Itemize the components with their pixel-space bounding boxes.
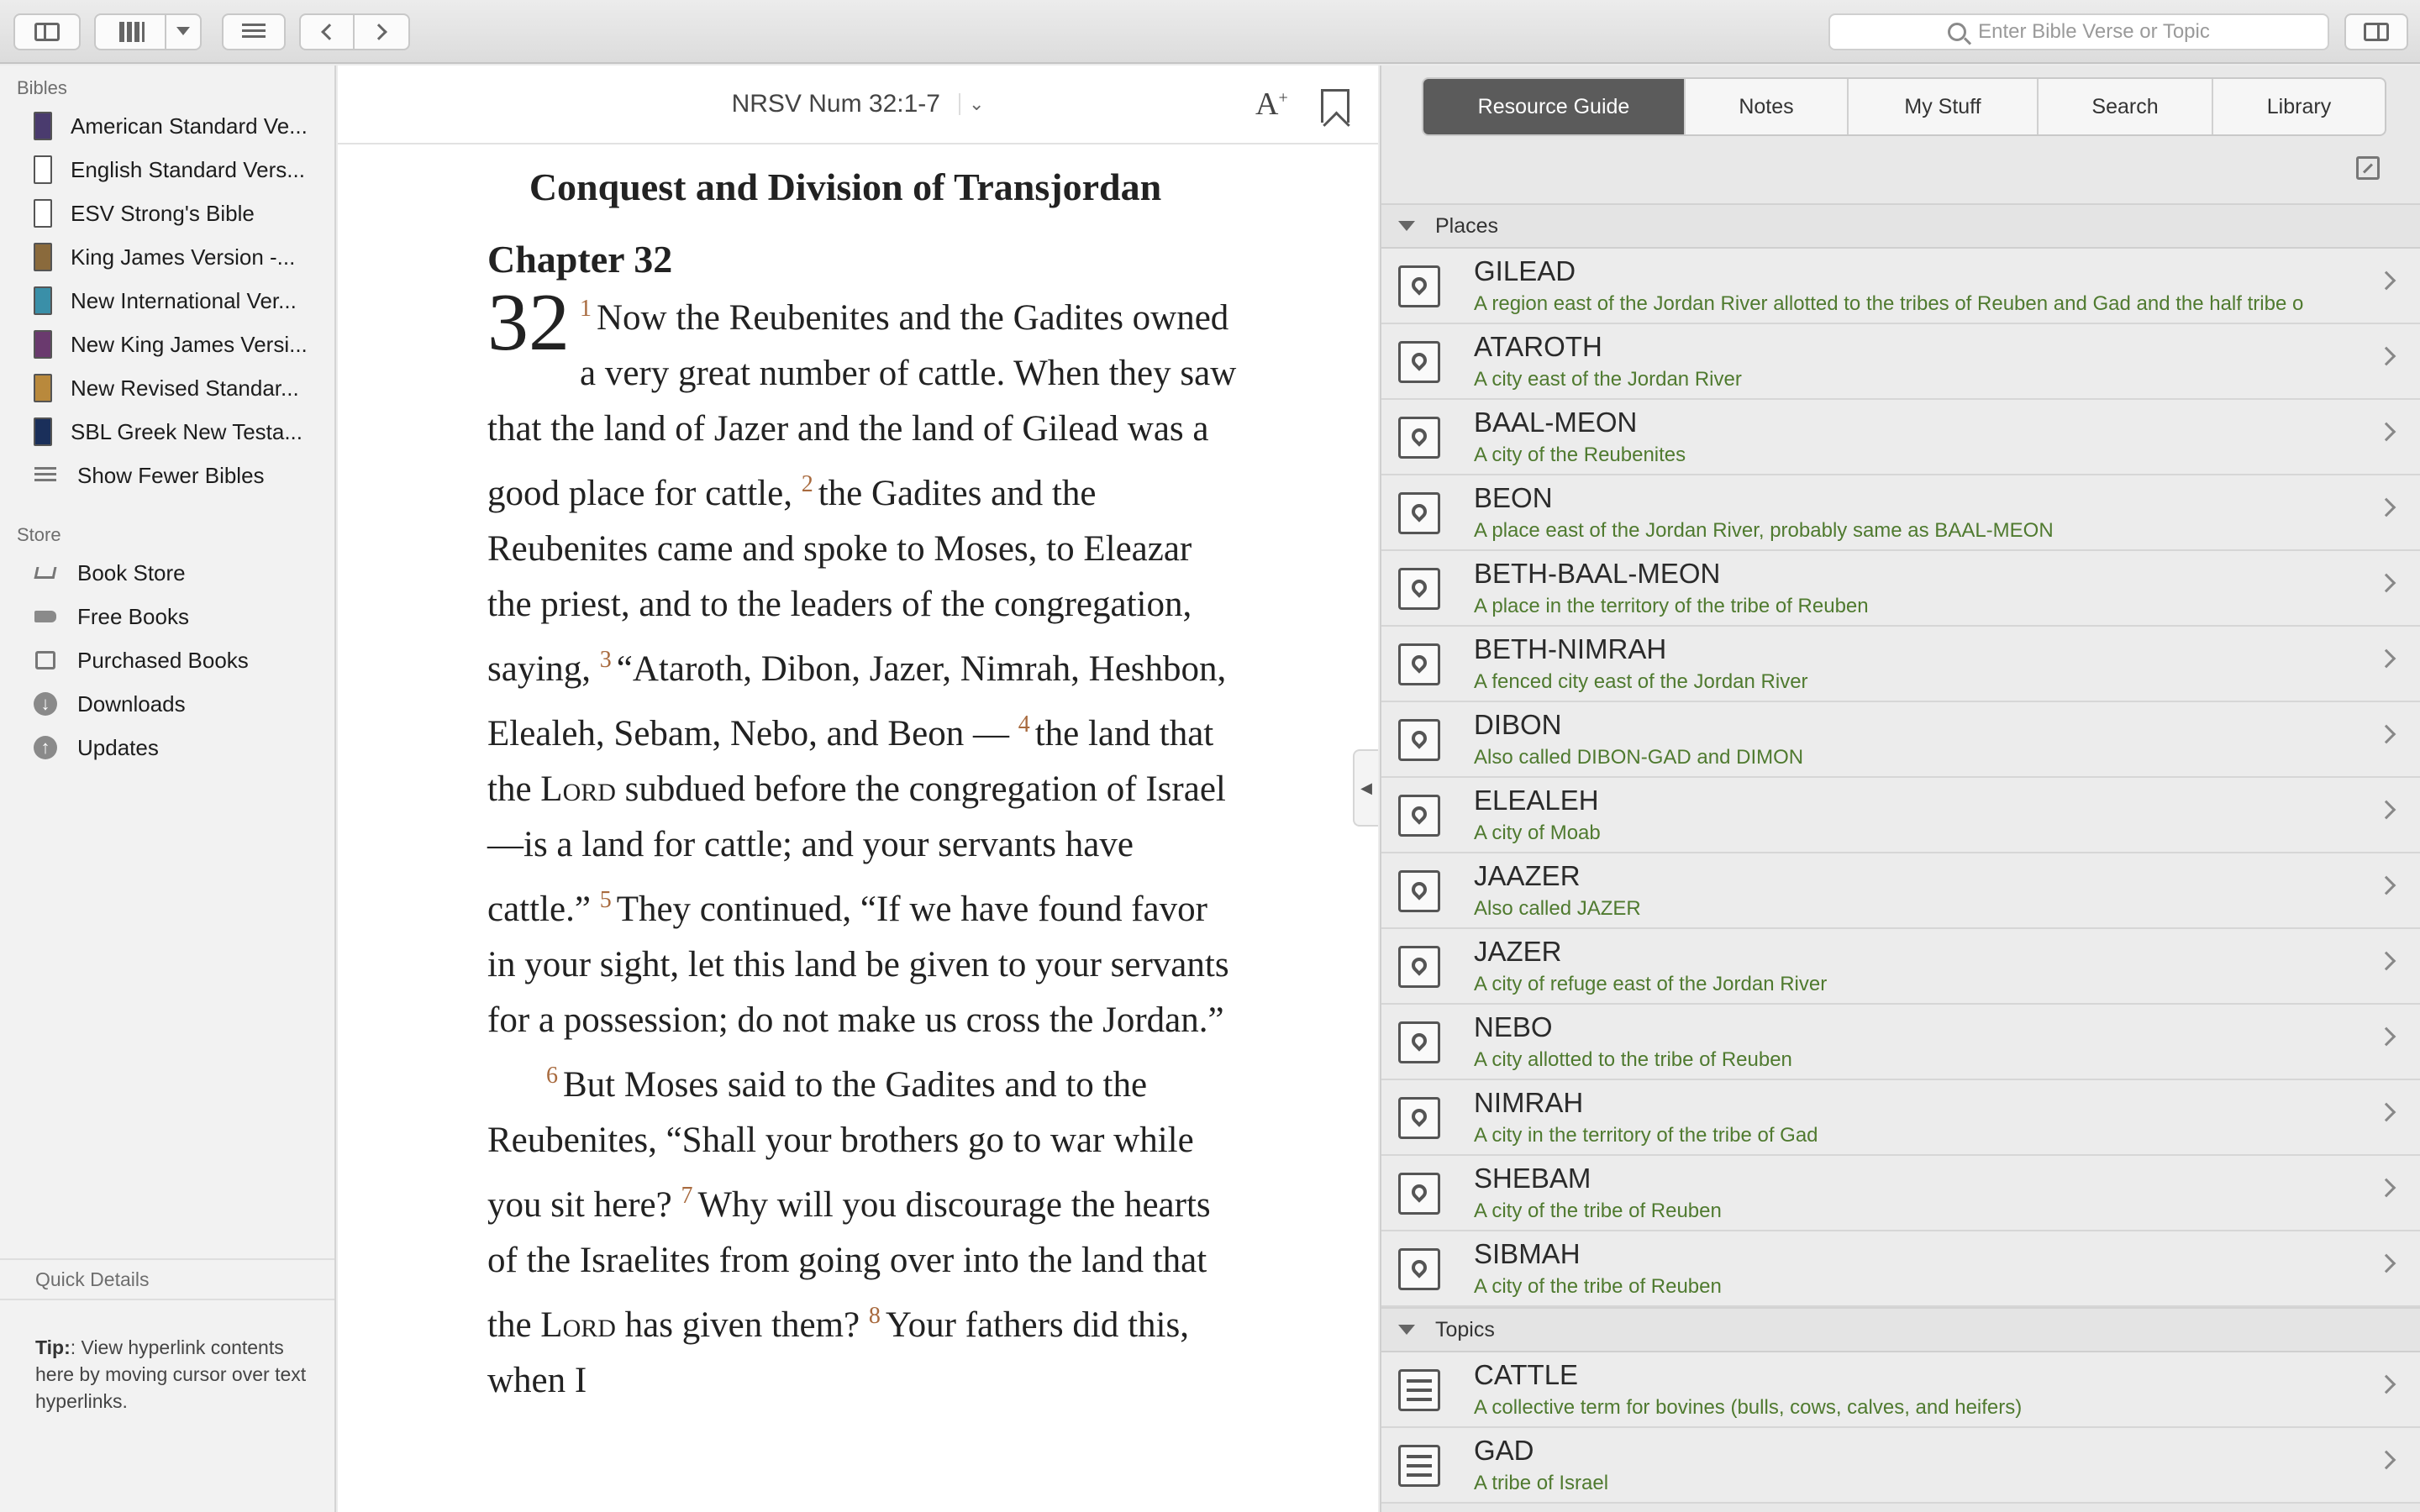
pin-glyph xyxy=(1408,727,1429,748)
map-pin-icon xyxy=(1398,417,1440,459)
resource-description: Also called JAZER xyxy=(1474,897,1641,920)
resource-row[interactable] xyxy=(1381,475,2420,551)
resource-row[interactable] xyxy=(1381,702,2420,778)
resource-row[interactable] xyxy=(1381,1231,2420,1307)
sidebar-item-label: New Revised Standar... xyxy=(71,375,299,401)
resource-description: A city of the tribe of Reuben xyxy=(1474,1200,1722,1222)
chevron-right-icon xyxy=(2377,1179,2396,1198)
list-glyph xyxy=(1407,1455,1432,1477)
pin-glyph xyxy=(1408,425,1429,446)
store-heading: Store xyxy=(17,524,61,545)
triangle-left-icon: ◀ xyxy=(1360,779,1372,796)
verse-text: the Gadites and the Reubenites came and spoke to Moses, to Eleazar the priest, and to the leaders of the congregation, saying, xyxy=(487,474,1192,689)
chevron-right-icon xyxy=(2377,1254,2396,1273)
pin-glyph xyxy=(1408,1030,1429,1051)
quick-details-heading: Quick Details xyxy=(0,1258,334,1300)
pin-glyph xyxy=(1408,1257,1429,1278)
divine-name: Lord xyxy=(540,769,616,809)
verse-number[interactable]: 6 xyxy=(546,1063,558,1089)
reader-pane xyxy=(338,66,1378,1512)
resource-title: GILEAD xyxy=(1474,255,1576,286)
passage-title: Conquest and Division of Transjordan xyxy=(529,165,1162,208)
chevron-down-icon[interactable]: ⌄ xyxy=(959,93,984,115)
chevron-down-icon[interactable] xyxy=(176,27,190,35)
chevron-right-icon xyxy=(2377,271,2396,291)
search-placeholder: Enter Bible Verse or Topic xyxy=(1978,20,2210,43)
tip-label: Tip: xyxy=(35,1336,71,1358)
store-list xyxy=(0,551,334,769)
sidebar-toggle-button[interactable] xyxy=(13,13,81,50)
resource-title: BEON xyxy=(1474,482,1553,513)
map-pin-icon xyxy=(1398,870,1440,912)
verse-text: They continued, “If we have found favor in your sight, let this land be given to your servants for a possession; do not make us cross the Jordan.” xyxy=(487,890,1229,1040)
sidebar-store-item[interactable] xyxy=(0,595,334,638)
verse-number[interactable]: 4 xyxy=(1018,711,1030,738)
resource-row[interactable] xyxy=(1381,1080,2420,1156)
chevron-right-icon xyxy=(2377,1451,2396,1470)
pin-glyph xyxy=(1408,1181,1429,1202)
map-pin-icon xyxy=(1398,1097,1440,1139)
verse-number[interactable]: 8 xyxy=(868,1303,881,1329)
sidebar-store-item[interactable] xyxy=(0,726,334,769)
sidebar-item-label: Book Store xyxy=(77,559,186,585)
verse-number[interactable]: 3 xyxy=(599,647,612,673)
sidebar xyxy=(0,66,336,1512)
passage xyxy=(487,165,1244,1409)
map-pin-icon xyxy=(1398,1248,1440,1290)
resource-row[interactable] xyxy=(1381,929,2420,1005)
sidebar-bible-item[interactable] xyxy=(0,279,334,323)
resource-title: GAD xyxy=(1474,1435,1534,1466)
bibles-heading: Bibles xyxy=(17,77,67,98)
list-icon xyxy=(34,464,57,487)
resource-description: A city of Moab xyxy=(1474,822,1601,844)
tab-library[interactable]: Library xyxy=(2212,79,2385,134)
resource-row[interactable] xyxy=(1381,853,2420,929)
passage-text xyxy=(487,277,1244,1409)
sidebar-store-item[interactable] xyxy=(0,551,334,595)
sidebar-bible-item[interactable] xyxy=(0,235,334,279)
sidebar-bible-item[interactable] xyxy=(0,366,334,410)
sidebar-item-label: Free Books xyxy=(77,603,189,629)
map-pin-icon xyxy=(1398,1021,1440,1063)
resource-title: NEBO xyxy=(1474,1011,1553,1042)
book-cover-icon xyxy=(34,155,52,184)
verse-text: “Ataroth, Dibon, Jazer, Nimrah, Heshbon, Elealeh, Sebam, Nebo, and Beon — xyxy=(487,649,1227,753)
resource-description: A tribe of Israel xyxy=(1474,1472,1609,1494)
sidebar-item-label: English Standard Vers... xyxy=(71,156,305,182)
resource-title: CATTLE xyxy=(1474,1359,1579,1390)
tip-text: : View hyperlink contents here by moving cursor over text hyperlinks. xyxy=(35,1336,307,1412)
divine-name: Lord xyxy=(540,1305,616,1345)
resource-title: ATAROTH xyxy=(1474,331,1602,362)
sidebar-item-label: Downloads xyxy=(77,690,186,717)
pin-glyph xyxy=(1408,954,1429,975)
map-pin-icon xyxy=(1398,1173,1440,1215)
verse-number[interactable]: 5 xyxy=(599,887,612,913)
places-group-header[interactable] xyxy=(1381,203,2420,249)
collapse-panel-tab[interactable] xyxy=(1353,749,1378,827)
sidebar-bible-item[interactable] xyxy=(0,148,334,192)
tab-notes[interactable]: Notes xyxy=(1684,79,1847,134)
topic-list-icon xyxy=(1398,1369,1440,1411)
resource-title: NIMRAH xyxy=(1474,1087,1584,1118)
cart-icon xyxy=(34,561,57,585)
resource-description: A place in the territory of the tribe of Reuben xyxy=(1474,595,1869,617)
map-pin-icon xyxy=(1398,568,1440,610)
resource-description: A city of the Reubenites xyxy=(1474,444,1686,466)
chevron-right-icon xyxy=(2377,423,2396,442)
chevron-right-icon xyxy=(2377,725,2396,744)
list-icon xyxy=(242,24,266,40)
book-cover-icon xyxy=(34,243,52,271)
chapter-heading: Chapter 32 xyxy=(487,238,673,281)
resource-title: DIBON xyxy=(1474,709,1562,740)
resource-description: A collective term for bovines (bulls, cows, calves, and heifers) xyxy=(1474,1396,2023,1419)
resource-row[interactable] xyxy=(1381,627,2420,702)
tag-icon xyxy=(34,605,57,628)
panel-tabs xyxy=(1422,77,2386,136)
verse-number[interactable]: 1 xyxy=(580,296,592,322)
resource-title: ELEALEH xyxy=(1474,785,1599,816)
chevron-right-icon xyxy=(2377,649,2396,669)
quick-details-tip xyxy=(35,1334,321,1415)
chevron-right-icon xyxy=(2377,347,2396,366)
resource-description: A fenced city east of the Jordan River xyxy=(1474,670,1808,693)
pin-glyph xyxy=(1408,576,1429,597)
chevron-right-icon xyxy=(2377,1375,2396,1394)
pin-glyph xyxy=(1408,803,1429,824)
pin-glyph xyxy=(1408,274,1429,295)
resource-row[interactable] xyxy=(1381,324,2420,400)
sidebar-item-label: Purchased Books xyxy=(77,647,249,673)
resource-description: A city of the tribe of Reuben xyxy=(1474,1275,1722,1298)
chapter-number: 32 xyxy=(487,277,570,368)
map-pin-icon xyxy=(1398,643,1440,685)
reference-title[interactable]: NRSV Num 32:1-7 xyxy=(731,90,940,118)
resource-title: SIBMAH xyxy=(1474,1238,1581,1269)
sidebar-item-label: American Standard Ve... xyxy=(71,113,308,139)
book-cover-icon xyxy=(34,112,52,140)
show-fewer-label: Show Fewer Bibles xyxy=(77,462,265,488)
map-pin-icon xyxy=(1398,492,1440,534)
verse-number[interactable]: 2 xyxy=(801,471,813,497)
pin-glyph xyxy=(1408,501,1429,522)
resource-row[interactable] xyxy=(1381,1005,2420,1080)
map-pin-icon xyxy=(1398,795,1440,837)
map-pin-icon xyxy=(1398,265,1440,307)
resource-title: BETH-BAAL-MEON xyxy=(1474,558,1721,589)
chevron-left-icon xyxy=(321,24,338,40)
disclosure-triangle-icon xyxy=(1398,1325,1415,1335)
places-list xyxy=(1381,249,2420,1307)
book-cover-icon xyxy=(34,199,52,228)
resource-title: SHEBAM xyxy=(1474,1163,1591,1194)
list-glyph xyxy=(1407,1379,1432,1401)
resource-row[interactable] xyxy=(1381,551,2420,627)
resource-title: BETH-NIMRAH xyxy=(1474,633,1667,664)
verse-number[interactable]: 7 xyxy=(681,1183,693,1209)
resource-title: BAAL-MEON xyxy=(1474,407,1638,438)
sidebar-item-label: New International Ver... xyxy=(71,287,297,313)
sidebar-store-item[interactable] xyxy=(0,682,334,726)
resource-title: JAZER xyxy=(1474,936,1562,967)
resource-description: A city in the territory of the tribe of Gad xyxy=(1474,1124,1818,1147)
resource-list xyxy=(1381,203,2420,1504)
sidebar-item-label: Updates xyxy=(77,734,159,760)
bookmark-icon[interactable] xyxy=(1321,89,1349,123)
reader-header xyxy=(338,66,1378,144)
resource-description: Also called DIBON-GAD and DIMON xyxy=(1474,746,1804,769)
chevron-right-icon xyxy=(2377,952,2396,971)
tab-search[interactable]: Search xyxy=(2037,79,2212,134)
forward-button[interactable] xyxy=(355,15,408,49)
chevron-right-icon xyxy=(2377,876,2396,895)
topics-list xyxy=(1381,1352,2420,1504)
chevron-right-icon xyxy=(371,24,387,40)
verse-text: Now the Reubenites and the Gadites owned a very great number of cattle. When they saw that the land of Jazer and the land of Gilead was a good place for cattle, xyxy=(487,298,1237,513)
resource-row[interactable] xyxy=(1381,1352,2420,1428)
chevron-right-icon xyxy=(2377,1027,2396,1047)
nav-buttons xyxy=(299,13,410,50)
upload-icon: ↑ xyxy=(34,736,57,759)
verse-text: But Moses said to the Gadites and to the Reubenites, “Shall your brothers go to war while you sit here? xyxy=(487,1065,1194,1225)
search-icon xyxy=(1948,23,1966,41)
verse-text: the land that the xyxy=(487,714,1214,809)
verse-text: Your fathers did this, when I xyxy=(487,1305,1189,1400)
paragraph xyxy=(487,1048,1244,1409)
book-cover-icon xyxy=(34,330,52,359)
show-fewer-bibles[interactable] xyxy=(0,454,334,497)
back-button[interactable] xyxy=(301,15,355,49)
bible-list xyxy=(0,104,334,454)
disclosure-triangle-icon xyxy=(1398,221,1415,231)
pin-glyph xyxy=(1408,879,1429,900)
popout-icon[interactable] xyxy=(2356,156,2380,180)
book-cover-icon xyxy=(34,286,52,315)
resource-row[interactable] xyxy=(1381,249,2420,324)
verse-text: subdued before the congregation of Israel—is a land for cattle; and your servants have cattle.” xyxy=(487,769,1226,929)
resource-description: A region east of the Jordan River allotted to the tribes of Reuben and Gad and the half tribe o xyxy=(1474,292,2304,315)
places-heading: Places xyxy=(1435,213,1499,238)
book-cover-icon xyxy=(34,374,52,402)
sidebar-bible-item[interactable] xyxy=(0,104,334,148)
sidebar-bible-item[interactable] xyxy=(0,323,334,366)
pin-glyph xyxy=(1408,349,1429,370)
pin-glyph xyxy=(1408,652,1429,673)
books-icon xyxy=(119,22,145,42)
map-pin-icon xyxy=(1398,946,1440,988)
book-cover-icon xyxy=(34,417,52,446)
tab-my-stuff[interactable]: My Stuff xyxy=(1847,79,2037,134)
sidebar-item-label: SBL Greek New Testa... xyxy=(71,418,303,444)
sidebar-bible-item[interactable] xyxy=(0,410,334,454)
right-panel-icon xyxy=(2364,23,2389,41)
resource-row[interactable] xyxy=(1381,1156,2420,1231)
toolbar xyxy=(0,0,2420,64)
sidebar-store-item[interactable] xyxy=(0,638,334,682)
topics-heading: Topics xyxy=(1435,1317,1495,1341)
download-icon: ↓ xyxy=(34,692,57,716)
verse-text: Why will you discourage the hearts of the Israelites from going over into the land that the xyxy=(487,1185,1211,1345)
resource-row[interactable] xyxy=(1381,778,2420,853)
resource-description: A place east of the Jordan River, probably same as BAAL-MEON xyxy=(1474,519,2054,542)
panel-toggle-button[interactable] xyxy=(2344,13,2408,50)
chevron-right-icon xyxy=(2377,1103,2396,1122)
sidebar-bible-item[interactable] xyxy=(0,192,334,235)
pin-glyph xyxy=(1408,1105,1429,1126)
map-pin-icon xyxy=(1398,719,1440,761)
resource-row[interactable] xyxy=(1381,1428,2420,1504)
verse-text: has given them? xyxy=(624,1305,860,1345)
chevron-right-icon xyxy=(2377,574,2396,593)
resource-description: A city of refuge east of the Jordan River xyxy=(1474,973,1828,995)
sidebar-item-label: ESV Strong's Bible xyxy=(71,200,255,226)
resource-panel xyxy=(1380,66,2420,1512)
resource-description: A city allotted to the tribe of Reuben xyxy=(1474,1048,1792,1071)
resource-title: JAAZER xyxy=(1474,860,1581,891)
chevron-right-icon xyxy=(2377,498,2396,517)
map-pin-icon xyxy=(1398,341,1440,383)
sidebar-item-label: New King James Versi... xyxy=(71,331,308,357)
resource-row[interactable] xyxy=(1381,400,2420,475)
topic-list-icon xyxy=(1398,1445,1440,1487)
contents-button[interactable] xyxy=(222,13,286,50)
search-input[interactable] xyxy=(1828,13,2329,50)
sidebar-item-label: King James Version -... xyxy=(71,244,296,270)
topics-group-header[interactable] xyxy=(1381,1307,2420,1352)
sidebar-icon xyxy=(34,23,60,41)
bag-icon xyxy=(34,648,57,672)
text-size-icon[interactable]: A+ xyxy=(1255,87,1288,122)
chevron-right-icon xyxy=(2377,801,2396,820)
resource-description: A city east of the Jordan River xyxy=(1474,368,1742,391)
tab-resource-guide[interactable]: Resource Guide xyxy=(1423,79,1684,134)
